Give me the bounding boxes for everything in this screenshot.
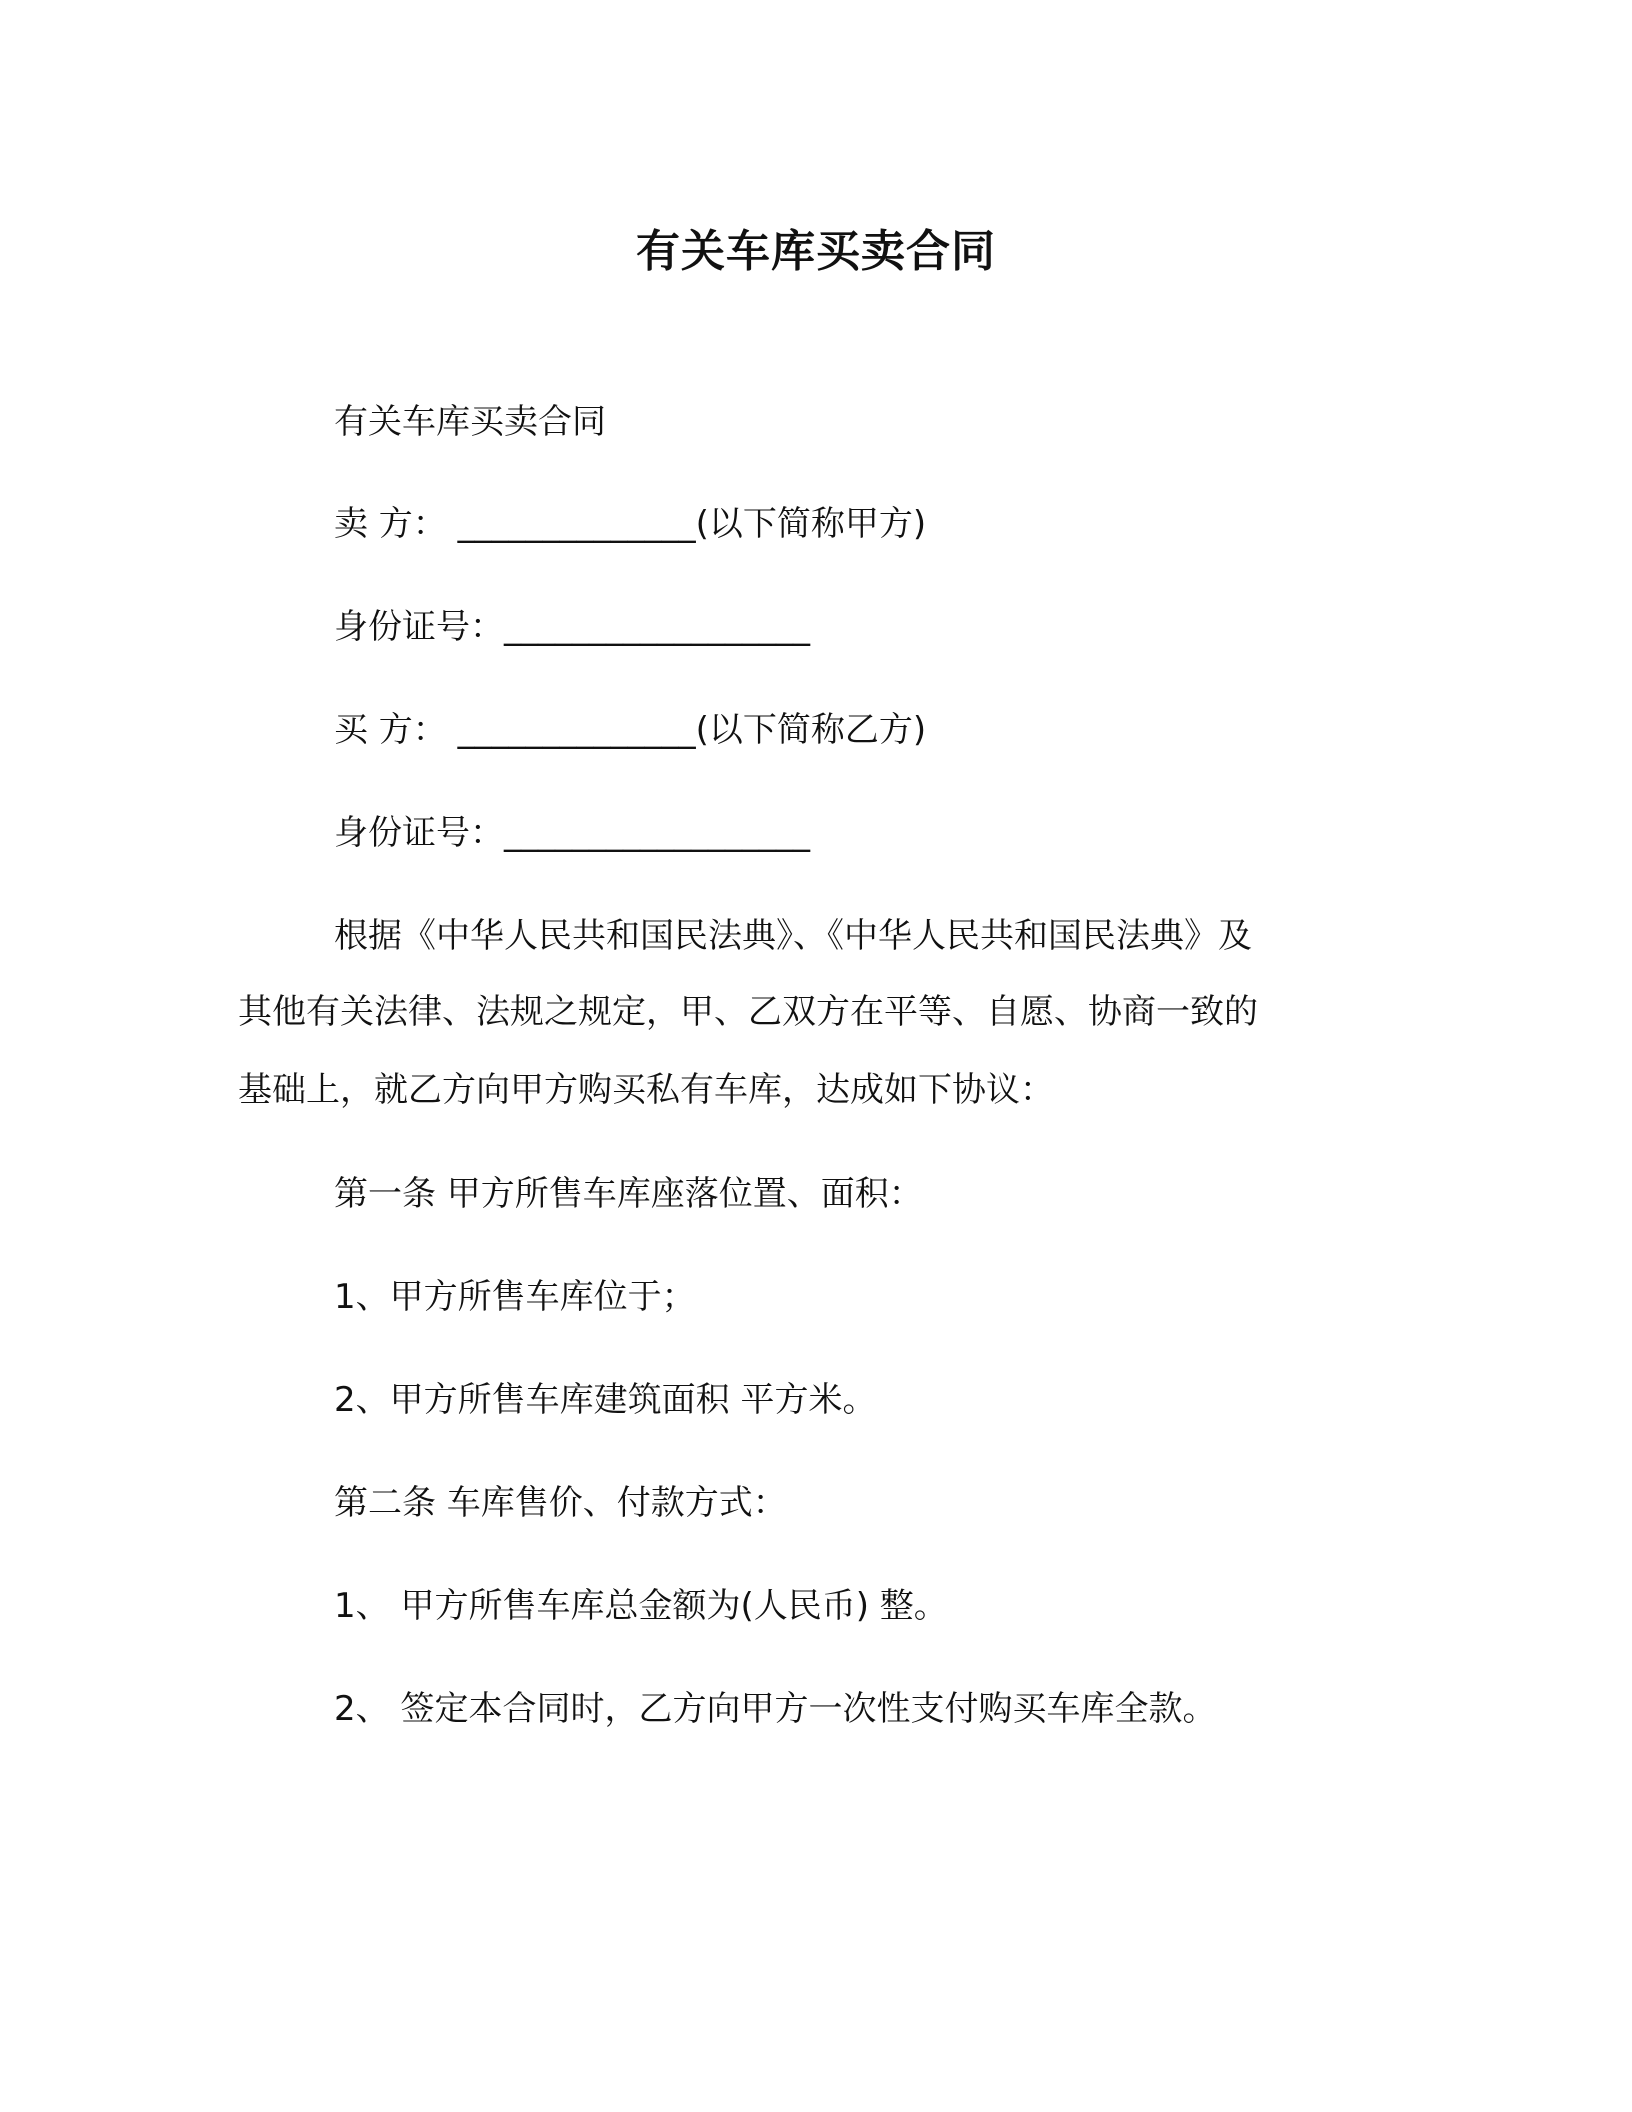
buyer-label: 买 方： (334, 710, 447, 750)
seller-blank: ______________ (457, 504, 696, 544)
preamble-line-1: 根据《中华人民共和国民法典》、《中华人民共和国民法典》及 (334, 916, 1252, 956)
seller-id-blank: __________________ (504, 607, 810, 647)
preamble-line-2: 其他有关法律、法规之规定，甲、乙双方在平等、自愿、协商一致的 (238, 992, 1258, 1032)
article-1-item-1: 1、甲方所售车库位于； (334, 1277, 696, 1317)
buyer-id-label: 身份证号： (334, 813, 504, 853)
buyer-suffix: (以下简称乙方) (695, 710, 927, 750)
document-title: 有关车库买卖合同 (636, 226, 996, 277)
article-1-item-2: 2、甲方所售车库建筑面积 平方米。 (334, 1380, 877, 1420)
buyer-id-line (334, 809, 810, 857)
buyer-line (334, 706, 926, 754)
seller-label: 卖 方： (334, 504, 447, 544)
seller-id-label: 身份证号： (334, 607, 504, 647)
buyer-id-blank: __________________ (504, 813, 810, 853)
article-2-heading: 第二条 车库售价、付款方式： (334, 1483, 787, 1523)
preamble-line-3: 基础上，就乙方向甲方购买私有车库，达成如下协议： (238, 1070, 1054, 1110)
buyer-blank: ______________ (457, 710, 696, 750)
seller-suffix: (以下简称甲方) (695, 504, 927, 544)
seller-id-line (334, 603, 810, 651)
article-1-heading: 第一条 甲方所售车库座落位置、面积： (334, 1174, 923, 1214)
seller-line (334, 500, 926, 548)
document-subtitle: 有关车库买卖合同 (334, 402, 606, 442)
article-2-item-2: 2、 签定本合同时，乙方向甲方一次性支付购买车库全款。 (334, 1689, 1217, 1729)
article-2-item-1: 1、 甲方所售车库总金额为(人民币) 整。 (334, 1586, 948, 1626)
